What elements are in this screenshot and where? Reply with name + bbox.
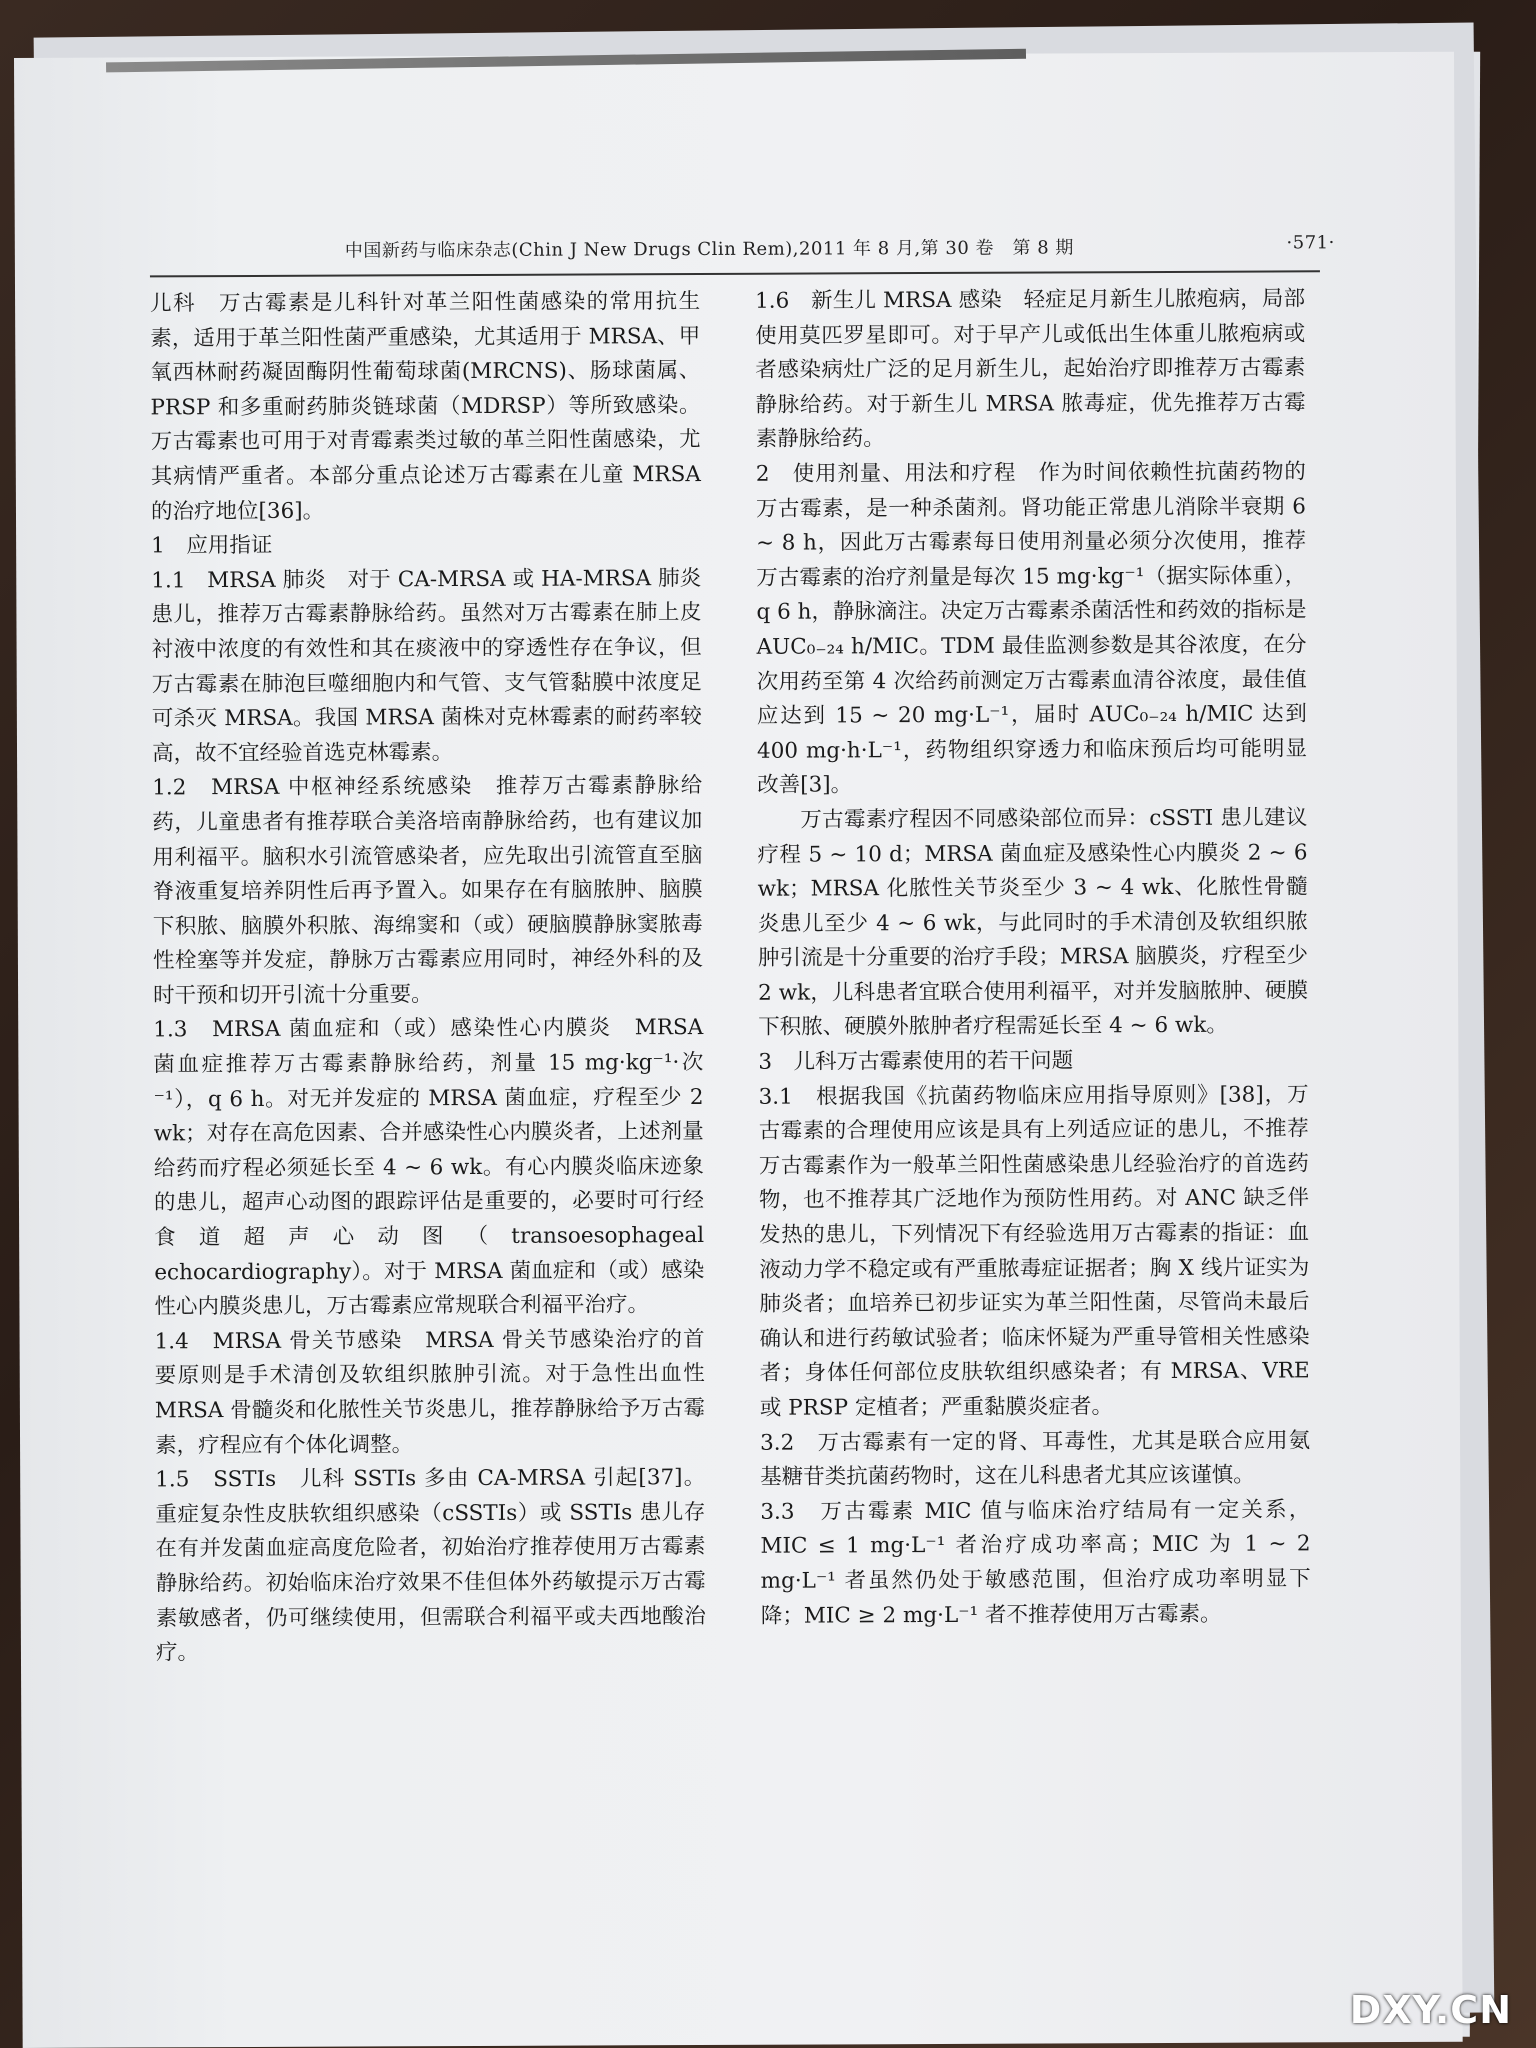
heading-indications: 1 应用指证 (151, 533, 273, 559)
document-page (14, 52, 1463, 2048)
paragraph-toxicity: 3.2 万古霉素有一定的肾、耳毒性，尤其是联合应用氨基糖苷类抗菌药物时，这在儿科患者尤其应该谨慎。 (759, 1427, 1311, 1490)
header-rule (150, 270, 1320, 277)
paragraph-cns: 1.2 MRSA 中枢神经系统感染 推荐万古霉素静脉给药，儿童患者有推荐联合美洛培南静脉给药，也有建议加用利福平。脑积水引流管感染者，应先取出引流管直至脑脊液重复培养阴性后再予置入。如果存在有脑脓肿、脑膜下积脓、脑膜外积脓、海绵窦和（或）硬脑膜静脉窦脓毒性栓塞等并发症，静脉万古霉素应用同时，神经外科的及时干预和切开引流十分重要。 (152, 773, 703, 1009)
heading-issues: 3 儿科万古霉素使用的若干问题 (758, 1048, 1074, 1075)
right-column (755, 282, 1311, 1634)
paragraph-duration: 万古霉素疗程因不同感染部位而异：cSSTI 患儿建议疗程 5 ~ 10 d；MRSA 菌血症及感染性心内膜炎 2 ~ 6 wk；MRSA 化脓性关节炎至少 3 ~ 4 wk、化脓性骨髓炎患儿至少 4 ~ 6 wk，与此同时的手术清创及软组织脓肿引流是十分重要的治疗手段；MRSA 脑膜炎，疗程至少 2 wk，儿科患者宜联合使用利福平，对并发脑脓肿、硬膜下积脓、硬膜外脓肿者疗程需延长至 4 ~ 6 wk。 (757, 805, 1309, 1041)
running-header (345, 232, 1335, 266)
paragraph-pneumonia: 1.1 MRSA 肺炎 对于 CA-MRSA 或 HA-MRSA 肺炎患儿，推荐万古霉素静脉给药。虽然对万古霉素在肺上皮衬液中浓度的有效性和其在痰液中的穿透性存在争议，但万古霉素在肺泡巨噬细胞内和气管、支气管黏膜中浓度足可杀灭 MRSA。我国 MRSA 菌株对克林霉素的耐药率较高，故不宜经验首选克林霉素。 (151, 565, 702, 767)
paragraph-guideline: 3.1 根据我国《抗菌药物临床应用指导原则》[38]，万古霉素的合理使用应该是具有上列适应证的患儿，不推荐万古霉素作为一般革兰阳性菌感染患儿经验治疗的首选药物，也不推荐其广泛地作为预防性用药。对 ANC 缺乏伴发热的患儿，下列情况下有经验选用万古霉素的指证：血液动力学不稳定或有严重脓毒症证据者；胸 X 线片证实为肺炎者；血培养已初步证实为革兰阳性菌，尽管尚未最后确认和进行药敏试验者；临床怀疑为严重导管相关性感染者；身体任何部位皮肤软组织感染者；有 MRSA、VRE 或 PRSP 定植者；严重黏膜炎症者。 (758, 1082, 1310, 1421)
paragraph-pediatrics: 儿科 万古霉素是儿科针对革兰阳性菌感染的常用抗生素，适用于革兰阳性菌严重感染，尤其适用于 MRSA、甲氧西林耐药凝固酶阴性葡萄球菌(MRCNS)、肠球菌属、PRSP 和多重耐药肺炎链球菌（MDRSP）等所致感染。万古霉素也可用于对青霉素类过敏的革兰阳性菌感染，尤其病情严重者。本部分重点论述万古霉素在儿童 MRSA 的治疗地位[36]。 (150, 289, 701, 524)
paragraph-bone-joint: 1.4 MRSA 骨关节感染 MRSA 骨关节感染治疗的首要原则是手术清创及软组织脓肿引流。对于急性出血性 MRSA 骨髓炎和化脓性关节炎患儿，推荐静脉给予万古霉素，疗程应有个体化调整。 (154, 1326, 705, 1458)
journal-title: 中国新药与临床杂志(Chin J New Drugs Clin Rem),2011 年 8 月,第 30 卷 第 8 期 (344, 237, 1074, 262)
page-number: ·571· (1286, 232, 1335, 254)
paragraph-mic: 3.3 万古霉素 MIC 值与临床治疗结局有一定关系，MIC ≤ 1 mg·L⁻¹ 者治疗成功率高；MIC 为 1 ~ 2 mg·L⁻¹ 者虽然仍处于敏感范围，但治疗成功率明显下降；MIC ≥ 2 mg·L⁻¹ 者不推荐使用万古霉素。 (760, 1497, 1311, 1629)
paragraph-dosage: 2 使用剂量、用法和疗程 作为时间依赖性抗菌药物的万古霉素，是一种杀菌剂。肾功能正常患儿消除半衰期 6 ~ 8 h，因此万古霉素每日使用剂量必须分次使用，推荐万古霉素的治疗剂量是每次 15 mg·kg⁻¹（据实际体重），q 6 h，静脉滴注。决定万古霉素杀菌活性和药效的指标是 AUC₀₋₂₄ h/MIC。TDM 最佳监测参数是其谷浓度，在分次用药至第 4 次给药前测定万古霉素血清谷浓度，最佳值应达到 15 ~ 20 mg·L⁻¹，届时 AUC₀₋₂₄ h/MIC 达到 400 mg·h·L⁻¹，药物组织穿透力和临床预后均可能明显改善[3]。 (755, 459, 1308, 799)
paragraph-sstis: 1.5 SSTIs 儿科 SSTIs 多由 CA-MRSA 引起[37]。重症复杂性皮肤软组织感染（cSSTIs）或 SSTIs 患儿存在有并发菌血症高度危险者，初始治疗推荐使用万古霉素静脉给药。初始临床治疗效果不佳但体外药敏提示万古霉素敏感者，仍可继续使用，但需联合利福平或夫西地酸治疗。 (155, 1465, 706, 1666)
site-watermark: DXY.CN (1349, 1988, 1512, 2032)
paragraph-neonatal: 1.6 新生儿 MRSA 感染 轻症足月新生儿脓疱病，局部使用莫匹罗星即可。对于早产儿或低出生体重儿脓疱病或者感染病灶广泛的足月新生儿，起始治疗即推荐万古霉素静脉给药。对于新生儿 MRSA 脓毒症，优先推荐万古霉素静脉给药。 (755, 286, 1306, 453)
left-column (150, 285, 706, 1671)
paragraph-bacteremia: 1.3 MRSA 菌血症和（或）感染性心内膜炎 MRSA 菌血症推荐万古霉素静脉给药，剂量 15 mg·kg⁻¹·次⁻¹），q 6 h。对无并发症的 MRSA 菌血症，疗程至少 2 wk；对存在高危因素、合并感染性心内膜炎者，上述剂量给药而疗程必须延长至 4 ~ 6 wk。有心内膜炎临床迹象的患儿，超声心动图的跟踪评估是重要的，必要时可行经食道超声心动图（transoesophageal echocardiography）。对于 MRSA 菌血症和（或）感染性心内膜炎患儿，万古霉素应常规联合利福平治疗。 (153, 1015, 705, 1320)
